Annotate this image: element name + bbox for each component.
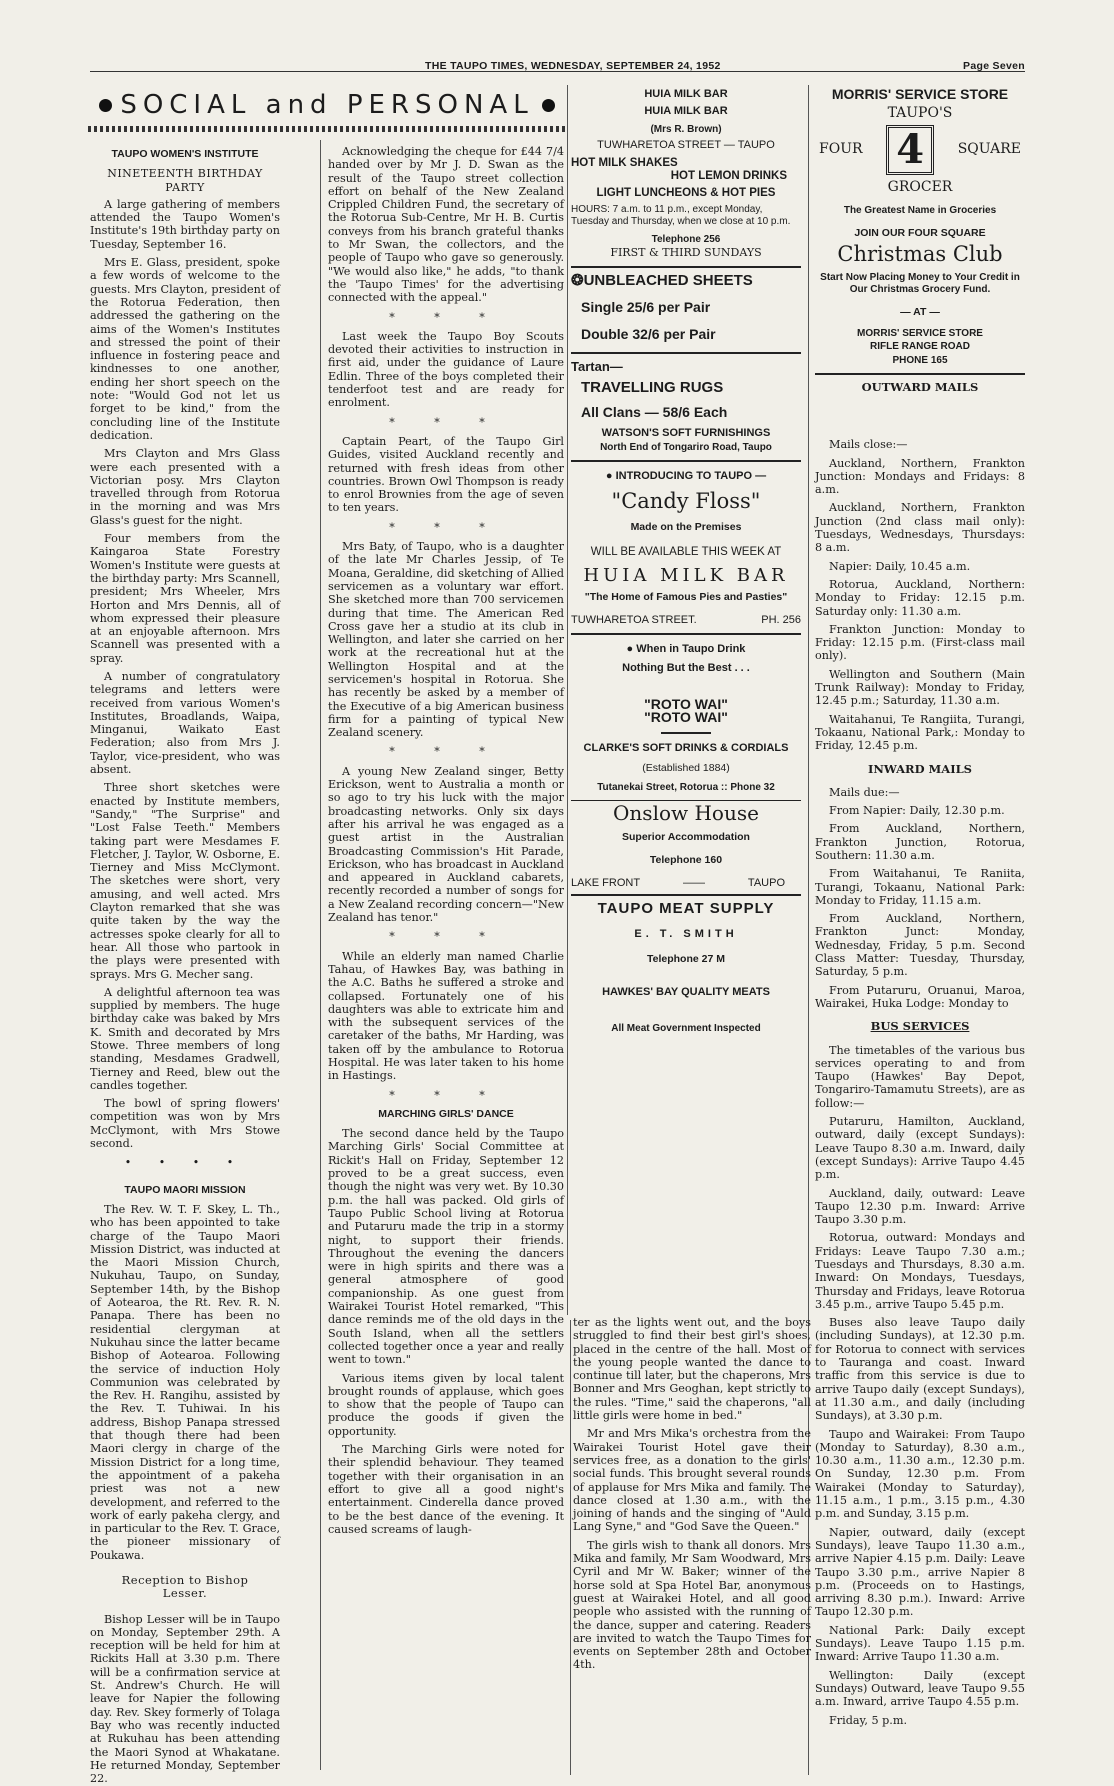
column-4: [815, 88, 1025, 1732]
ad-candy-made: Made on the Premises: [630, 520, 742, 533]
mail-line: From Napier: Daily, 12.30 p.m.: [829, 804, 1005, 818]
star-separator: * * *: [389, 930, 503, 944]
mail-line: Auckland, Northern, Frankton Junction: Mondays and Fridays: 8 a.m.: [815, 456, 1025, 497]
ad-phone: PHONE 165: [892, 354, 948, 366]
ad-candy-street-row: TUWHARETOA STREET. PH. 256: [571, 613, 801, 626]
bullet-icon: ❂: [571, 271, 584, 289]
ad-sheets-title: ❂UNBLEACHED SHEETS: [571, 271, 753, 289]
ad-huia-street: TUWHARETOA STREET — TAUPO: [597, 138, 775, 151]
ad-divider: [571, 894, 801, 896]
mail-line: Rotorua, Auckland, Northern: Monday to Friday: 12.15 p.m. Saturday only: 11.30 a.m.: [815, 577, 1025, 618]
ad-roto-wai: "ROTO WAI": [644, 695, 728, 712]
article-paragraph: The girls wish to thank all donors. Mrs Mika and family, Mr Sam Woodward, Mrs Cyril and Mr W. Baker; winner of the horse sold at Spa Hotel Bar, anonymous guest at Wairakei Hotel, and all good people who assisted with the running of the dance, supper and catering. Readers are invited to watch the Taupo Times for events on September 28th and October 4th.: [573, 1538, 811, 1672]
ad-huia-line: HOT LEMON DRINKS: [670, 170, 787, 183]
star-separator: * * *: [389, 415, 503, 429]
masthead-title: THE TAUPO TIMES, WEDNESDAY, SEPTEMBER 24, 1952: [425, 60, 721, 72]
column-rule: [570, 1320, 571, 1775]
ad-four-square-logo: FOUR 4 SQUARE: [819, 125, 1021, 173]
ad-onslow-location: LAKE FRONT —— TAUPO: [571, 877, 785, 890]
column-rule: [567, 85, 568, 1315]
ad-clarke-established: (Established 1884): [642, 761, 730, 774]
article-paragraph: Mrs Clayton and Mrs Glass were each presented with a Victorian posy. Mrs Clayton travelled through from Rotorua in the morning and was Mrs Glass's guest for the night.: [90, 447, 280, 527]
ad-divider: [571, 266, 801, 268]
ad-christmas-club: Christmas Club: [837, 242, 1003, 267]
dance-article-continuation: [573, 1316, 811, 1677]
ad-rugs: TRAVELLING RUGS: [581, 378, 724, 396]
ad-candy-home: "The Home of Famous Pies and Pasties": [584, 590, 788, 603]
article-paragraph: Bishop Lesser will be in Taupo on Monday, September 29th. A reception will be held for him at Rickits Hall at 3.30 p.m. There will be a confirmation service at St. Andrew's Church. He will leave for Napier the following day. Rev. Skey formerly of Tolaga Bay who was recently inducted at Rukuhau has been attending the Maori Synod at Whakatane. He returned Monday, September 22.: [90, 1612, 280, 1786]
dash-rule: ——: [683, 877, 705, 890]
section-title: SOCIAL and PERSONAL: [120, 90, 534, 120]
ad-candy-floss: "Candy Floss": [611, 489, 761, 514]
article-heading: TAUPO MAORI MISSION: [124, 1183, 246, 1196]
spacer: [815, 400, 1025, 438]
bullet-icon: ●: [626, 643, 637, 656]
ad-sheets-double: Double 32/6 per Pair: [581, 326, 716, 343]
ad-morris-title: MORRIS' SERVICE STORE: [831, 86, 1009, 102]
article-paragraph: A large gathering of members attended the Taupo Women's Institute's 19th birthday party on Tuesday, September 16.: [90, 197, 280, 251]
article-paragraph: Last week the Taupo Boy Scouts devoted their activities to instruction in first aid, under the guidance of Laure Edlin. Three of the boys completed their tenderfoot test and are ready for enrolment.: [328, 329, 564, 410]
ad-meat-inspected: All Meat Government Inspected: [611, 1022, 761, 1034]
article-paragraph: The Marching Girls were noted for their splendid behaviour. They teamed together with their organisation in an effort to give all a good night's entertainment. Cinderella dance proved to be the best dance of the evening. It caused screams of laugh-: [328, 1443, 564, 1536]
bus-services-heading: BUS SERVICES: [870, 1019, 970, 1034]
mail-line: From Auckland, Northern, Frankton Junct: Monday, Wednesday, Friday, 5 p.m. Second Class Matter: Tuesday, Thursday, Saturday, 5 p.m.: [815, 912, 1025, 979]
ad-roto-intro: ● When in Taupo Drink: [626, 643, 746, 656]
ad-sheets-single: Single 25/6 per Pair: [581, 298, 711, 315]
ad-huia-sundays: FIRST & THIRD SUNDAYS: [610, 246, 762, 260]
bullet-separator: • • • •: [124, 1156, 246, 1170]
ad-onslow-telephone: Telephone 160: [649, 853, 723, 866]
masthead: [90, 58, 1025, 72]
column-3-ads: [571, 88, 801, 1035]
bullet-icon: [99, 99, 112, 112]
ad-huia-telephone: Telephone 256: [651, 234, 721, 246]
ad-tartan: Tartan—: [571, 358, 623, 374]
ad-huia-name: HUIA MILK BAR: [644, 88, 728, 100]
article-paragraph: ter as the lights went out, and the boys struggled to find their best girl's shoes, placed in the centre of the hall. Most of the young people wanted the dance to continue till later, but the chaperons, Mrs Bonner and Mrs Geoghan, kept strictly to the rules. "Time," said the chaperons, "all little girls were home in bed.": [573, 1316, 811, 1423]
ad-watson: WATSON'S SOFT FURNISHINGS: [601, 427, 771, 440]
ad-divider: [571, 633, 801, 635]
article-paragraph: Mrs E. Glass, president, spoke a few words of welcome to the guests. Mrs Clayton, president of the Rotorua Federation, then addressed the gathering on the aims of the Women's Institutes and stressed the point of their influence in fostering peace and kindnesses to one another, ending her short speech on the note: "Would God not let us forget to be kind," from the concluding line of the Institute dedication.: [90, 256, 280, 442]
bullet-icon: [542, 99, 555, 112]
star-separator: * * *: [389, 520, 503, 534]
column-rule: [320, 140, 321, 1770]
mail-line: Friday, 5 p.m.: [829, 1713, 908, 1727]
ad-huia-hours: HOURS: 7 a.m. to 11 p.m., except Monday, Tuesday and Thursday, when we close at 10 p.m.: [571, 204, 791, 228]
ad-clarke-address: Tutanekai Street, Rotorua :: Phone 32: [597, 781, 775, 793]
article-heading: TAUPO WOMEN'S INSTITUTE: [111, 148, 259, 160]
outward-mails-heading: OUTWARD MAILS: [861, 379, 979, 394]
star-separator: * * *: [389, 310, 503, 324]
section-header: [88, 90, 566, 120]
ad-candy-bar: HUIA MILK BAR: [583, 565, 789, 587]
ad-meat-telephone: Telephone 27 M: [647, 952, 725, 965]
ad-huia-name: HUIA MILK BAR: [644, 105, 728, 118]
mail-line: Mails close:—: [829, 438, 908, 452]
ad-short-rule: [661, 732, 711, 734]
mail-line: Mails due:—: [829, 785, 900, 799]
ad-morris-taupos: TAUPO'S: [887, 105, 953, 122]
mail-line: Napier: Daily, 10.45 a.m.: [829, 559, 971, 573]
ad-divider: [815, 373, 1025, 375]
article-paragraph: A delightful afternoon tea was supplied by members. The huge birthday cake was baked by Mrs K. Smith and decorated by Mrs Stowe. Three members of long standing, Mesdames Gradwell, Tierney and Reed, blew out the candles together.: [90, 985, 280, 1092]
star-separator: * * *: [389, 745, 503, 759]
mail-line: From Auckland, Northern, Frankton Junction, Rotorua, Southern: 11.30 a.m.: [815, 822, 1025, 862]
ad-onslow: Onslow House: [613, 801, 759, 826]
column-2: [328, 145, 564, 1541]
article-paragraph: Acknowledging the cheque for £44 7/4 handed over by Mr J. D. Swan as the result of the Taupo street collection effort on behalf of the New Zealand Crippled Children Fund, the secretary of the Rotorua Sub-Centre, Mr H. B. Curtis conveys from his branch grateful thanks to Mr Swan, the collectors, and the people of Taupo who gave so generously. "We would also like," he adds, "to thank the 'Taupo Times' for the advertising connected with the appeal.": [328, 145, 564, 305]
article-subheading: NINETEENTH BIRTHDAY PARTY: [107, 167, 263, 194]
bus-line: Rotorua, outward: Mondays and Fridays: Leave Taupo 7.30 a.m.; Tuesdays and Thursdays, 8.30 a.m. Inward: On Mondays, Tuesdays, Thursday and Fridays, leave Rotorua 3.45 p.m., arrive Taupo 5.45 p.m.: [815, 1231, 1025, 1311]
article-paragraph: Captain Peart, of the Taupo Girl Guides, visited Auckland recently and returned with fresh ideas from other countries. Brown Owl Thompson is ready to enrol Brownies from the age of seven to ten years.: [328, 434, 564, 515]
ad-divider: [571, 460, 801, 462]
ad-clarke: CLARKE'S SOFT DRINKS & CORDIALS: [583, 742, 789, 755]
article-paragraph: The Rev. W. T. F. Skey, L. Th., who has been appointed to take charge of the Taupo Maori Mission District, was inducted at the Maori Mission Church, Nukuhau, Taupo, on Sunday, September 14th, by the Bishop of Aotearoa, the Rt. Rev. R. N. Panapa. There has been no residential clergyman at Nukuhau since the latter became Bishop of Aotearoa. Following the service of induction Holy Communion was celebrated by the Rev. H. Rangihu, assisted by the Rev. T. Tuhiwai. In his address, Bishop Panapa stressed that though there had been Maori clergy in charge of the Mission District for a long time, the appointment of a pakeha priest was not a new development, and referred to the work of early pakeha clergy, and in particular to the Rev. T. Grace, the pioneer missionary of Poukawa.: [90, 1202, 280, 1562]
article-subheading: Reception to Bishop Lesser.: [121, 1572, 249, 1601]
article-paragraph: Mrs Baty, of Taupo, who is a daughter of the late Mr Charles Jessip, of Te Moana, Geraldine, did sketching of Allied servicemen as a voluntary war effort. She sketched more than 700 servicemen during that time. The American Red Cross gave her a studio at its club in Wellington, and later she carried on her work at the recreational hut at the Wellington Hospital and at the servicemen's hospital in Rotorua. She has recently be asked by a member of the Executive of a big American business firm for a painting of typical New Zealand scenery.: [328, 540, 564, 740]
article-paragraph: Various items given by local talent brought rounds of applause, which goes to show that the people of Taupo can produce the goods if given the opportunity.: [328, 1371, 564, 1438]
bus-line: Napier, outward, daily (except Sundays), leave Taupo 11.30 a.m., arrive Napier 4.15 p.m. Daily: Leave Taupo 3.30 p.m., arrive Napier 8 p.m. (Proceeds on to Hastings, arriving 8.30 p.m.). Inward: Arrive Taupo 12.30 p.m.: [815, 1525, 1025, 1619]
article-heading: MARCHING GIRLS' DANCE: [378, 1107, 514, 1120]
article-paragraph: Mr and Mrs Mika's orchestra from the Wairakei Tourist Hotel gave their services free, as a donation to the girls' social funds. This brought several rounds of applause for Mrs Mika and family. The dance closed at 1.30 a.m., with the joining of hands and the singing of "Auld Lang Syne," and "God Save the Queen.": [573, 1427, 811, 1534]
bus-line: National Park: Daily except Sundays). Leave Taupo 1.15 p.m. Inward: Arrive Taupo 11.30 a.m.: [815, 1623, 1025, 1664]
ad-grocer: GROCER: [887, 178, 953, 195]
ad-rugs-price: All Clans — 58/6 Each: [581, 404, 728, 421]
ad-rifle: RIFLE RANGE ROAD: [870, 341, 970, 353]
article-paragraph: A young New Zealand singer, Betty Erickson, went to Australia a month or so ago to try his luck with the major broadcasting networks. Only six days after his arrival he was engaged as a guest artist in the Australian Broadcasting Commission's Hit Parade, Erickson, who has broadcast in Auckland and appeared in Auckland cabarets, recently recorded a number of songs for a New Zealand recording concern—"New Zealand has tenor.": [328, 764, 564, 925]
ad-store: MORRIS' SERVICE STORE: [857, 328, 983, 340]
ad-huia-owner: (Mrs R. Brown): [650, 123, 722, 135]
mail-line: Frankton Junction: Monday to Friday: 12.15 p.m. (First-class mail only).: [815, 622, 1025, 663]
article-paragraph: While an elderly man named Charlie Tahau, of Hawkes Bay, was bathing in the A.C. Baths he suffered a stroke and collapsed. Fortunately one of his daughters was able to extricate him and with the subsequent services of the caretaker of the baths, Mr Harding, was taken off by the ambulance to Rotorua Hospital. He was later taken to his home in Hastings.: [328, 949, 564, 1083]
mail-line: Waitahanui, Te Rangiita, Turangi, Tokaanu, National Park,: Monday to Friday, 12.45 p.m.: [815, 712, 1025, 753]
ad-start: Start Now Placing Money to Your Credit in Our Christmas Grocery Fund.: [820, 271, 1020, 295]
star-separator: * * *: [389, 1088, 503, 1102]
bullet-icon: ●: [605, 470, 616, 483]
article-paragraph: Three short sketches were enacted by Institute members, "Sandy," "The Surprise" and "Lost False Teeth." Members taking part were Mesdames F. Fletcher, J. Taylor, W. Osborne, E. Tierney and Miss McClymont. The sketches were short, very amusing, and well acted. Mrs Clayton remarked that she was quite taken by the way the actresses spoke clearly for all to hear. All those who partook in the plays were presented with sprays. Mrs G. Mecher sang.: [90, 781, 280, 981]
ad-watson-address: North End of Tongariro Road, Taupo: [600, 441, 772, 453]
ad-huia-line: HOT MILK SHAKES: [571, 157, 678, 170]
ad-huia-line: LIGHT LUNCHEONS & HOT PIES: [596, 186, 776, 199]
article-paragraph: The second dance held by the Taupo Marching Girls' Social Committee at Rickit's Hall on Friday, September 12 proved to be a great success, even though the night was very wet. By 10.30 p.m. the hall was packed. Old girls of Taupo Public School living at Rotorua and Putaruru made the trip in a stormy night, to support their friends. Throughout the evening the dancers were in high spirits and there was a general atmosphere of good companionship. As one guest from Wairakei Tourist Hotel remarked, "This dance reminds me of the old days in the South Island, when all the settlers collected together once a year and really went to town.": [328, 1127, 564, 1367]
article-paragraph: The bowl of spring flowers' competition was won by Mrs McClymont, with Mrs Stowe second.: [90, 1097, 280, 1151]
ad-candy-available: WILL BE AVAILABLE THIS WEEK AT: [590, 545, 782, 558]
ad-meat: TAUPO MEAT SUPPLY: [597, 900, 775, 918]
ad-meat-name: E. T. SMITH: [634, 927, 738, 940]
ad-onslow-accommodation: Superior Accommodation: [622, 830, 750, 843]
four-square-icon: 4: [886, 125, 934, 175]
bus-line: The timetables of the various bus services operating to and from Taupo (Hawkes' Bay Depot, Tongariro-Tamamutu Streets), are as follow:—: [815, 1043, 1025, 1110]
ad-intro: ● INTRODUCING TO TAUPO —: [605, 470, 767, 483]
bus-line: Wellington: Daily (except Sundays) Outward, leave Taupo 9.55 a.m. Inward, arrive Taupo 4.55 p.m.: [815, 1668, 1025, 1709]
mail-line: From Waitahanui, Te Raniita, Turangi, Tokaanu, National Park: Monday to Friday, 11.15 a.m.: [815, 867, 1025, 907]
bus-line: Taupo and Wairakei: From Taupo (Monday to Saturday), 8.30 a.m., 10.30 a.m., 11.30 a.m., 12.30 p.m. On Sunday, 12.30 p.m. From Wairakei (Monday to Saturday), 11.15 a.m., 1 p.m., 3.15 p.m., 4.30 p.m. and Sunday, 3.15 p.m.: [815, 1427, 1025, 1521]
ad-roto-wai: "ROTO WAI": [644, 709, 728, 726]
inward-mails-heading: INWARD MAILS: [868, 761, 972, 776]
bus-line: Putaruru, Hamilton, Auckland, outward, daily (except Sundays): Leave Taupo 8.30 a.m. Inward, daily (except Sundays): Arrive Taupo 4.45 p.m.: [815, 1115, 1025, 1182]
article-paragraph: A number of congratulatory telegrams and letters were received from various Women's Institutes, Broadlands, Waipa, Minganui, Waikato East Federation; also from Mrs J. Taylor, vice-president, who was absent.: [90, 669, 280, 777]
ad-at: — AT —: [900, 305, 940, 318]
column-1: [90, 118, 280, 1786]
ad-roto-best: Nothing But the Best . . .: [622, 662, 750, 675]
bus-line: Buses also leave Taupo daily (including Sundays), at 12.30 p.m. for Rotorua to connect with services to Tauranga and coast. Inward traffic from this service is due to arrive Taupo daily (except Sundays), at 11.30 a.m., and daily (including Sundays), at 3.30 p.m.: [815, 1316, 1025, 1423]
mail-line: From Putaruru, Oruanui, Maroa, Wairakei, Huka Lodge: Monday to: [815, 983, 1025, 1010]
mail-line: Wellington and Southern (Main Trunk Railway): Monday to Friday, 12.45 p.m.; Saturday, 11.30 a.m.: [815, 667, 1025, 708]
ad-join: JOIN OUR FOUR SQUARE: [854, 227, 986, 240]
ad-divider: [571, 352, 801, 354]
ad-greatest: The Greatest Name in Groceries: [843, 204, 997, 216]
bus-line: Auckland, daily, outward: Leave Taupo 12.30 p.m. Inward: Arrive Taupo 3.30 p.m.: [815, 1186, 1025, 1227]
ad-meat-quality: HAWKES' BAY QUALITY MEATS: [602, 986, 770, 999]
mail-line: Auckland, Northern, Frankton Junction (2nd class mail only): Tuesdays, Wednesdays, Thursdays: 8 a.m.: [815, 501, 1025, 555]
page-number: Page Seven: [963, 60, 1025, 72]
article-paragraph: Four members from the Kaingaroa State Forestry Women's Institute were guests at the birthday party: Mrs Scannell, president; Mrs Wheeler, Mrs Horton and Mrs Dennis, all of whom expressed their pleasure at an enjoyable afternoon. Mrs Scannell was presented with a spray.: [90, 532, 280, 665]
